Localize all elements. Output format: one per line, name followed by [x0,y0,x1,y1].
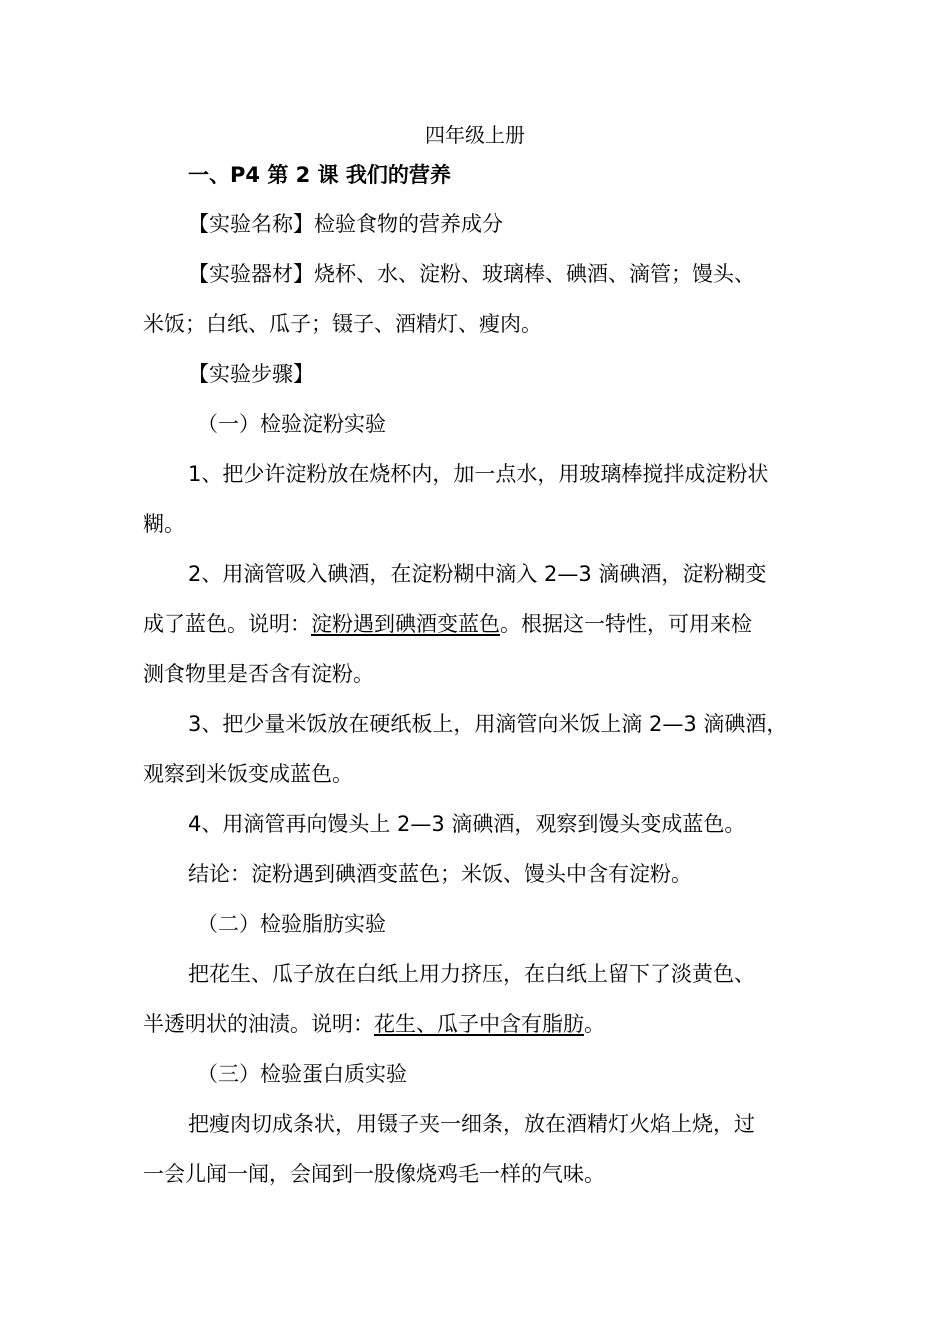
grade-title: 四年级上册 [425,123,525,147]
fat-text-b: 。 [584,1012,605,1036]
materials-line-2: 米饭；白纸、瓜子；镊子、酒精灯、瘦肉。 [143,312,542,336]
conclusion: 结论：淀粉遇到碘酒变蓝色；米饭、馒头中含有淀粉。 [188,862,692,886]
fat-line-2 [143,1009,813,1039]
lesson-heading: 一、P4 第 2 课 我们的营养 [188,163,451,187]
step-2-line-3: 测食物里是否含有淀粉。 [143,662,374,686]
fat-line-1: 把花生、瓜子放在白纸上用力挤压，在白纸上留下了淡黄色、 [188,962,755,986]
part-3-title: （三）检验蛋白质实验 [197,1062,407,1086]
step-2-text-b: 。根据这一特性，可用来检 [500,612,752,636]
fat-text-a: 半透明状的油渍。说明： [143,1012,374,1036]
step-4-line-1: 4、用滴管再向馒头上 2—3 滴碘酒，观察到馒头变成蓝色。 [188,812,746,836]
fat-underlined: 花生、瓜子中含有脂肪 [374,1012,584,1036]
protein-line-2: 一会儿闻一闻，会闻到一股像烧鸡毛一样的气味。 [143,1162,605,1186]
part-1-title: （一）检验淀粉实验 [197,412,386,436]
steps-label: 【实验步骤】 [188,362,314,386]
materials-line-1: 【实验器材】烧杯、水、淀粉、玻璃棒、碘酒、滴管；馒头、 [188,262,755,286]
step-3-line-2: 观察到米饭变成蓝色。 [143,762,353,786]
step-1-line-2: 糊。 [143,512,185,536]
step-3-line-1: 3、把少量米饭放在硬纸板上，用滴管向米饭上滴 2—3 滴碘酒， [188,712,788,736]
step-1-line-1: 1、把少许淀粉放在烧杯内，加一点水，用玻璃棒搅拌成淀粉状 [188,462,769,486]
step-2-line-1: 2、用滴管吸入碘酒，在淀粉糊中滴入 2—3 滴碘酒，淀粉糊变 [188,562,767,586]
protein-line-1: 把瘦肉切成条状，用镊子夹一细条，放在酒精灯火焰上烧，过 [188,1112,755,1136]
experiment-name: 【实验名称】检验食物的营养成分 [188,212,503,236]
step-2-line-2 [143,609,813,639]
starch-iodine-underlined: 淀粉遇到碘酒变蓝色 [311,612,500,636]
step-2-text-a: 成了蓝色。说明： [143,612,311,636]
part-2-title: （二）检验脂肪实验 [197,912,386,936]
